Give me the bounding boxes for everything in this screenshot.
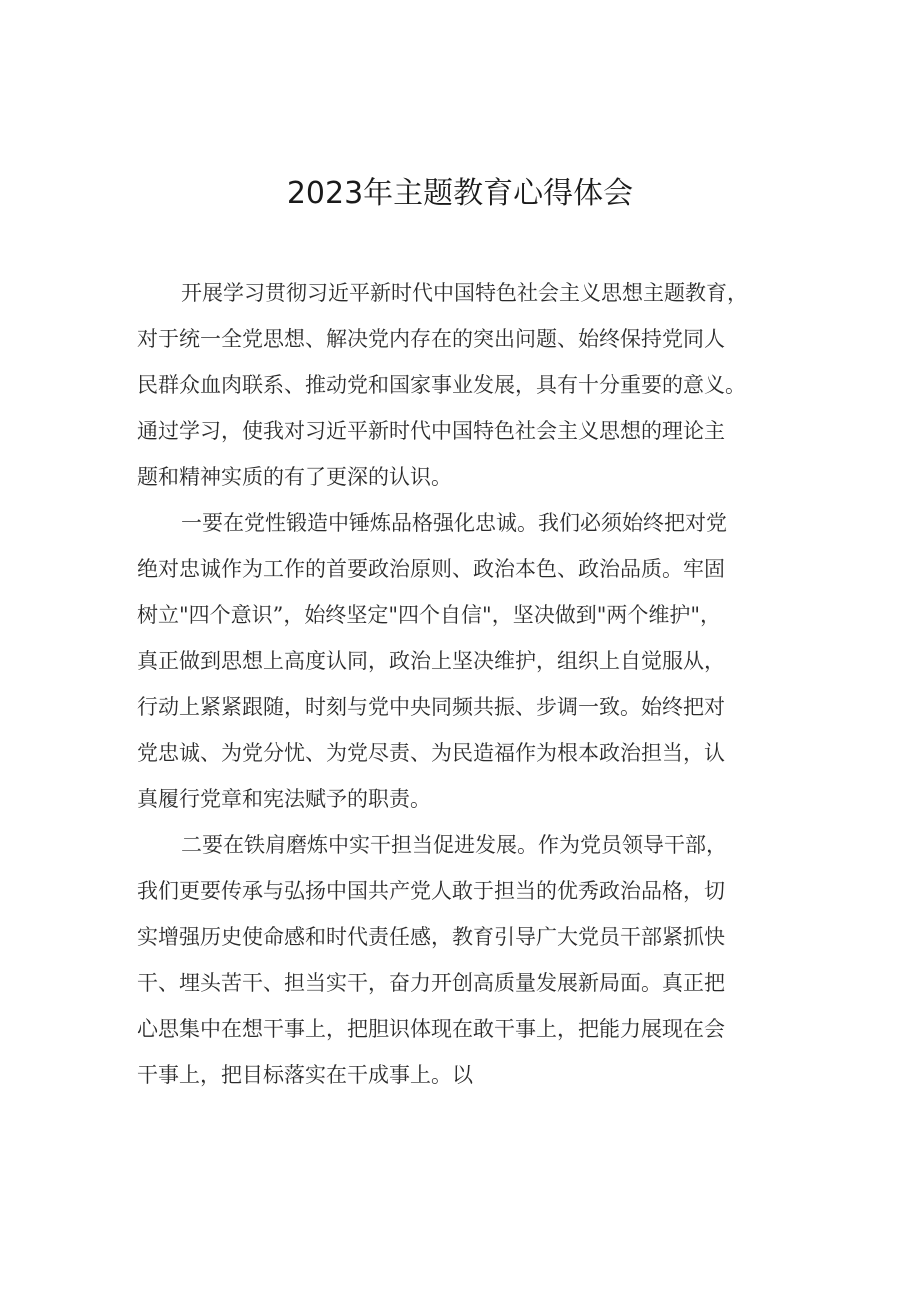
paragraph-line: 二要在铁肩磨炼中实干担当促进发展。作为党员领导干部， <box>181 833 727 857</box>
document-title: 2023年主题教育心得体会 <box>286 176 634 211</box>
paragraph-line: 绝对忠诚作为工作的首要政治原则、政治本色、政治品质。牢固 <box>137 557 725 581</box>
paragraph-line: 心思集中在想干事上，把胆识体现在敢干事上，把能力展现在会 <box>137 1017 725 1041</box>
paragraph-2 <box>137 500 797 822</box>
paragraph-line: 通过学习，使我对习近平新时代中国特色社会主义思想的理论主 <box>137 419 725 443</box>
document-body <box>137 270 797 1098</box>
paragraph-line: 我们更要传承与弘扬中国共产党人敢于担当的优秀政治品格，切 <box>137 879 725 903</box>
paragraph-line: 一要在党性锻造中锤炼品格强化忠诚。我们必须始终把对党 <box>181 511 727 535</box>
paragraph-1 <box>137 270 797 500</box>
paragraph-line: 干事上，把目标落实在干成事上。以 <box>137 1063 473 1087</box>
paragraph-line: 民群众血肉联系、推动党和国家事业发展，具有十分重要的意义。 <box>137 373 746 397</box>
paragraph-line: 开展学习贯彻习近平新时代中国特色社会主义思想主题教育， <box>181 281 748 305</box>
paragraph-line: 真正做到思想上高度认同，政治上坚决维护，组织上自觉服从， <box>137 649 725 673</box>
paragraph-line: 对于统一全党思想、解决党内存在的突出问题、始终保持党同人 <box>137 327 725 351</box>
paragraph-line: 干、埋头苦干、担当实干，奋力开创高质量发展新局面。真正把 <box>137 971 725 995</box>
paragraph-line: 党忠诚、为党分忧、为党尽责、为民造福作为根本政治担当，认 <box>137 741 725 765</box>
paragraph-3 <box>137 822 797 1098</box>
paragraph-line: 真履行党章和宪法赋予的职责。 <box>137 787 431 811</box>
paragraph-line: 行动上紧紧跟随，时刻与党中央同频共振、步调一致。始终把对 <box>137 695 725 719</box>
paragraph-line: 题和精神实质的有了更深的认识。 <box>137 465 452 489</box>
paragraph-line: 实增强历史使命感和时代责任感，教育引导广大党员干部紧抓快 <box>137 925 725 949</box>
paragraph-line: 树立"四个意识”，始终坚定"四个自信"，坚决做到"两个维护"， <box>137 603 722 627</box>
